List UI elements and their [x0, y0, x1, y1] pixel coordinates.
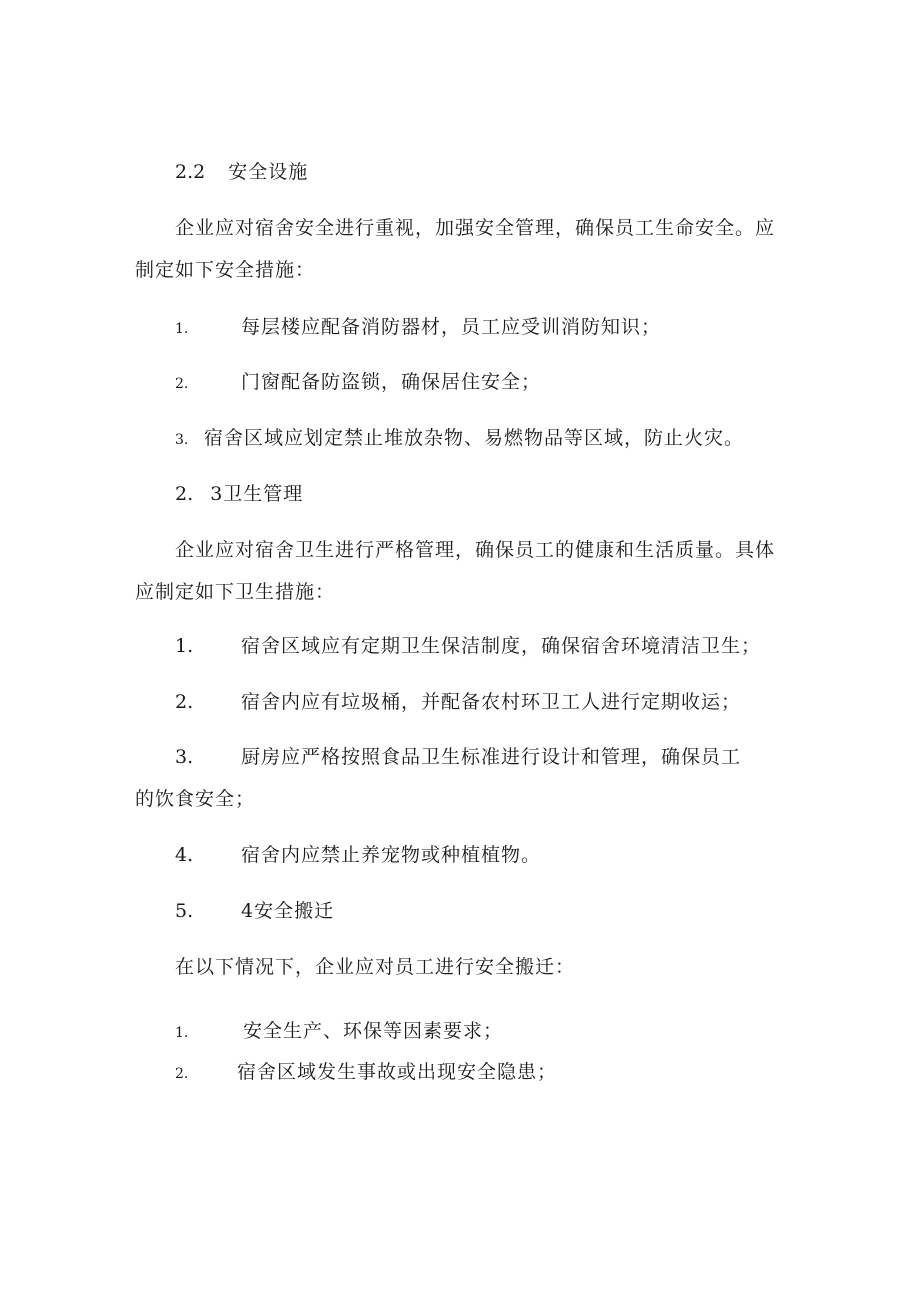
list-text: 安全生产、环保等因素要求；	[243, 1020, 504, 1042]
list-number: 1.	[175, 635, 194, 657]
list-text: 宿舍区域应划定禁止堆放杂物、易燃物品等区域，防止火灾。	[204, 427, 745, 449]
section-heading-2-2	[175, 160, 308, 184]
list-item	[175, 899, 335, 923]
list-text: 门窗配备防盗锁，确保居住安全；	[241, 371, 542, 393]
list-text: 4安全搬迁	[241, 900, 335, 922]
list-number: 4.	[175, 844, 194, 866]
list-number: 2.	[175, 1066, 189, 1082]
list-text: 宿舍内应有垃圾桶，并配备农村环卫工人进行定期收运；	[241, 691, 742, 713]
list-number: 1.	[175, 1025, 189, 1041]
list-item	[175, 634, 762, 658]
list-number: 2.	[175, 376, 189, 392]
list-item	[175, 843, 542, 867]
section-heading-2-3	[175, 482, 303, 506]
list-number: 3.	[175, 432, 189, 448]
list-number: 2.	[175, 691, 194, 713]
section-number: 2.	[175, 483, 194, 505]
paragraph-line: 应制定如下卫生措施：	[135, 581, 336, 603]
list-text: 宿舍区域发生事故或出现安全隐患；	[237, 1061, 558, 1083]
paragraph-line: 企业应对宿舍安全进行重视，加强安全管理，确保员工生命安全。应	[175, 217, 776, 239]
list-text: 宿舍内应禁止养宠物或种植植物。	[241, 844, 542, 866]
paragraph-line: 制定如下安全措施：	[135, 259, 316, 281]
list-number: 3.	[175, 746, 194, 768]
list-item	[175, 1019, 504, 1045]
list-item	[175, 370, 542, 396]
paragraph-line: 在以下情况下，企业应对员工进行安全搬迁：	[175, 956, 576, 978]
paragraph-line: 企业应对宿舍卫生进行严格管理，确保员工的健康和生活质量。具体	[175, 539, 776, 561]
list-item	[175, 426, 745, 452]
list-number: 1.	[175, 321, 189, 337]
list-item	[175, 1060, 558, 1086]
list-item	[175, 690, 742, 714]
list-text: 宿舍区域应有定期卫生保洁制度，确保宿舍环境清洁卫生；	[241, 635, 762, 657]
section-title: 安全设施	[228, 161, 309, 183]
list-number: 5.	[175, 900, 194, 922]
section-title: 3卫生管理	[210, 483, 304, 505]
list-text: 厨房应严格按照食品卫生标准进行设计和管理，确保员工	[241, 746, 742, 768]
list-item-continuation: 的饮食安全；	[135, 788, 256, 810]
list-item	[175, 745, 742, 769]
list-item	[175, 315, 662, 341]
list-text: 每层楼应配备消防器材，员工应受训消防知识；	[241, 316, 662, 338]
section-number: 2.2	[175, 161, 206, 183]
